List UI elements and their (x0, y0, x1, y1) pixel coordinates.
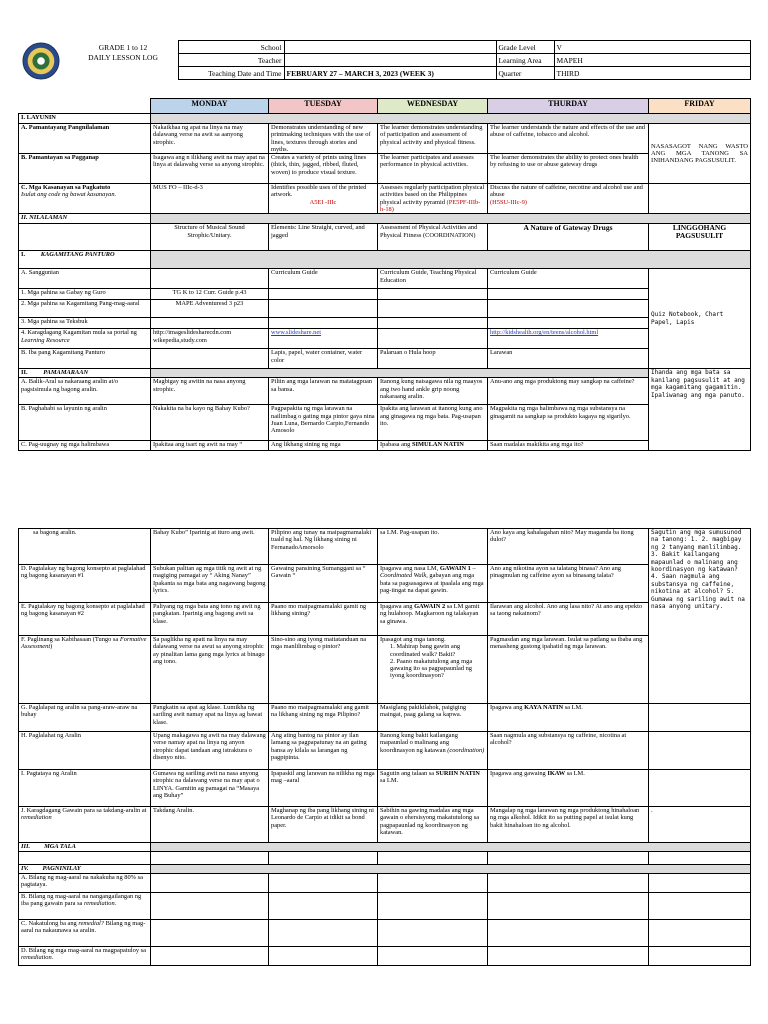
ph-friday (649, 732, 751, 770)
q1-label: A. Bilang ng mag-aaral na nakakuha ng 80% sa pagtataya. (19, 874, 151, 893)
q1-monday[interactable] (151, 874, 269, 893)
q3-monday[interactable] (151, 920, 269, 947)
sanggunian-label: A. Sanggunian (19, 269, 151, 289)
row-a-monday: Nakaikhaa ng apat na linya na may dalawang verse na awit sa aanyong strophic. (151, 124, 269, 154)
nilalaman-blank (19, 224, 151, 251)
nilalaman-friday: LINGGOHANG PAGSUSULIT (649, 224, 751, 251)
b2-monday (151, 349, 269, 369)
pd-thursday: Ano ang nikotina ayon sa talatang binasa? Ano ang pinagmulan ng caffeine ayon sa binasang talata? (488, 565, 649, 603)
tala-blank (19, 852, 151, 865)
pg-thu-1: Ipagawa ang (490, 704, 525, 711)
nilalaman-tuesday: Elements: Line Straight, curved, and jagged (269, 224, 378, 251)
materials-friday: Quiz Notebook, Chart Papel, Lapis (649, 269, 751, 369)
pf-monday: Sa paglikha ng apatt na linya na may dalawang verse na awut sa anyong strophic ay pinalitan lama gang mga lyrics at binago ang tono. (151, 636, 269, 704)
section-tala: MGA TALA (44, 843, 76, 850)
b2-thursday: Larawan (488, 349, 649, 369)
pd-tuesday: Gawaing pansining Sumanggani sa “ Gawain “ (269, 565, 378, 603)
ph-tuesday: Ang ating bantog na pintor ay ilan lamang sa pagpapatunay na an gating bansa ay kilala sa larangan ng pagpipinta. (269, 732, 378, 770)
pa-monday: Magbigay ng awitin na nasa anyong strophic. (151, 378, 269, 405)
pf-label-italic: Formative Assessment (21, 636, 147, 651)
b2-tuesday: Lapis, papel, water container, water color (269, 349, 378, 369)
q2-thursday[interactable] (488, 893, 649, 920)
row-c-wednesday: Assesses regularly participation physical activities based on the Philippines physical activity pyramid (380, 184, 485, 206)
pc-tuesday: Ang likhang sining ng mga (269, 441, 378, 451)
row-c-wednesday-code: (PE5PF-IIIb-h-18) (380, 198, 481, 214)
r3-label: 3. Mga pahina sa Teksbuk (19, 318, 151, 329)
pi-wed-bold: SURIIN NATIN (435, 770, 480, 777)
row-b-monday: Isagawa ang n ilikhang awit na may apat na linya at dalawahg verse sa anyong strophic. (151, 154, 269, 184)
pi-tuesday: Ipapaskil ang larawan na nilikha ng mga mag –aaral (269, 770, 378, 807)
nilalaman-thursday: A Nature of Gateway Drugs (488, 224, 649, 251)
q4-friday[interactable] (649, 947, 751, 966)
r4-monday: http://imageslidesharecdn.com wikepedia,study.com (151, 329, 269, 349)
section-shade (151, 114, 751, 124)
pc-wednesday-bold: SIMULAN NATIN (411, 441, 464, 449)
q2-wednesday[interactable] (378, 893, 488, 920)
pf-label-cell: F. Paglinang sa Kabihasaan (Tungo sa Formative Assessment) (19, 636, 151, 704)
q4-label-cell (19, 947, 151, 966)
section-pagnilay: PAGNINILAY (42, 865, 81, 872)
sanggunian-monday (151, 269, 269, 289)
r1-thursday (488, 289, 649, 300)
q1-wednesday[interactable] (378, 874, 488, 893)
section-shade (151, 214, 751, 224)
row-c-tuesday-code: A5EI -IIIc (309, 198, 337, 206)
pc-label: C. Pag-uugnay ng mga halimbawa (19, 441, 151, 451)
pj-monday: Takdang Aralin. (151, 807, 269, 843)
r4-label: 4. Karagdagang Kagamitan mula sa portal ng (21, 329, 137, 337)
pf-thursday: Pagmasdan ang mga larawan. Isulat sa patlang sa ibaba ang menasheng gustong ipahatid ng mga larawan. (488, 636, 649, 704)
learning-area-value[interactable]: MAPEH (554, 54, 750, 67)
teacher-label: Teacher (178, 54, 284, 67)
tala-wednesday[interactable] (378, 852, 488, 865)
q4-tuesday[interactable] (269, 947, 378, 966)
row-c-thursday-code: (H5SU-IIIc-9) (490, 198, 527, 206)
p2c-thursday: Ano kaya ang kahalagahan nito? May maganda ba itong dulot? (488, 529, 649, 565)
r3-monday (151, 318, 269, 329)
r1-tuesday (269, 289, 378, 300)
b2-label: B. Iba pang Kagamitang Panturo (19, 349, 151, 369)
pd-wed-2: gabayan ang mga bata sa pagsasagawa at ipaalala ang mga pag-iingat na dapat gawin. (380, 572, 484, 594)
quiz-questions-friday: Sagutin ang mga sumusunod na tanong: 1. 2. magbigay ng 2 tanyang manlilimbag. 3. Bakit kailangang mapaunlad o malinang ang koordinasyon ng katawan? 4. Saan nagmula ang substansya ng caffeine, nikotina at alcohol? 5. Gumawa ng sariling awit na nasa anyong unitary. (649, 529, 751, 704)
pg-thursday-cell (488, 704, 649, 732)
tala-num: III. (21, 843, 31, 850)
r1-wednesday (378, 289, 488, 300)
row-c-wednesday-cell (378, 184, 488, 214)
pb-wednesday: Ipakita ang larawan at itanong kung ano ang ginagawa ng mga bata. Pag-usapan ito. (378, 405, 488, 441)
q2-italic: remediation. (84, 900, 117, 908)
r2-thursday (488, 300, 649, 318)
pd-wed-1: Ipagawa ang nasa LM, (380, 565, 440, 572)
pg-label: G. Paglalapat ng aralin sa pang-araw-araw na buhay (19, 704, 151, 732)
p2c-monday: Bahay Kubo” Iparinig at ituro ang awit. (151, 529, 269, 565)
school-value[interactable] (284, 41, 496, 54)
pi-thu-bold: IKAW (547, 770, 566, 777)
quarter-label: Quarter (496, 67, 554, 80)
sanggunian-wednesday: Curriculum Guide, Teaching Physical Education (378, 269, 488, 289)
pg-thu-2: sa LM. (563, 704, 583, 711)
slideshare-link[interactable]: www.slideshare.net (271, 329, 321, 337)
q1-tuesday[interactable] (269, 874, 378, 893)
pg-monday: Pangkatin sa apat ag klase. Lumikha ng sariling awit namay apat na linya ag bawat klase. (151, 704, 269, 732)
r2-tuesday (269, 300, 378, 318)
r2-monday: MAPE Adventuresd 3 p23 (151, 300, 269, 318)
row-c-thursday: Discuss the nature of caffeine, necotine and alcohol use and abuse (490, 184, 643, 199)
pi-thu-1: Ipagawa ang gawaing (490, 770, 548, 777)
day-monday: MONDAY (151, 99, 269, 114)
pi-wed-2: sa LM. (380, 777, 399, 785)
pi-label: I. Pagtataya ng Aralin (19, 770, 151, 807)
pb-label: B. Paghahabi sa layunin ng aralin (19, 405, 151, 441)
nilalaman-monday: Structure of Musical Sound Strophic/Unitary. (151, 224, 269, 251)
pf-wed-intro: Ipasagot ang mga tanong. (380, 636, 446, 643)
q3-tuesday[interactable] (269, 920, 378, 947)
q3-friday[interactable] (649, 920, 751, 947)
pf-label: F. Paglinang sa Kabihasaan (Tungo sa (21, 636, 120, 643)
r1-label: 1. Mga pahina sa Gabay ng Guro (19, 289, 151, 300)
row-c-tuesday-cell (269, 184, 378, 214)
pa-wednesday: Itanong kung naisagawa nila ng maayos ang two hand ankle grip noong nakaraang aralin. (378, 378, 488, 405)
section-pamamaraan: PAMAMARAAN (43, 369, 89, 377)
q4-italic: remediation. (21, 954, 54, 962)
r2-label: 2. Mga pahina sa Kagamitang Pang-mag-aaral (19, 300, 151, 318)
row-c-label: C. Mga Kasanayan sa Pagkatuto (21, 184, 111, 192)
pb-tuesday: Pagpapakita ng mga larawan na nailimbag o gating mga pintor gaya nina Juan Luna, Bernardo Carpio,Fernando Amosolo (269, 405, 378, 441)
pi-thursday-cell (488, 770, 649, 807)
pj-label: J. Karagdagang Gawain para sa takdang-aralin at (21, 807, 147, 814)
row-a-wednesday: The learner demonstrates understanding of participation and assessment of physical activity and physical fitness. (378, 124, 488, 154)
p2c-wednesday: sa LM. Pag-usapan ito. (378, 529, 488, 565)
row-c-thursday-cell (488, 184, 649, 214)
pi-monday: Gumawa ng sariling awit na nasa anyong strophic na dalawang verse na may apat o LINYA. Gamitin ag pamagat na “Masaya ang Buhay” (151, 770, 269, 807)
row-b-thursday: The learner demonstrates the ability to protect ones health by refusing to use or abuse gateway drugs (488, 154, 649, 184)
tala-friday[interactable] (649, 852, 751, 865)
row-c-friday (649, 184, 751, 214)
q3-italic: remedial? (78, 920, 105, 927)
lesson-table-page2 (18, 528, 751, 966)
pamamaraan-num: II. (21, 369, 28, 377)
q3-wednesday[interactable] (378, 920, 488, 947)
pd-wed-italic: – Coordinated Walk, (380, 565, 476, 580)
pf-tuesday: Sino-sino ang iyong maitatanduan na mga manlilimbag o pintor? (269, 636, 378, 704)
ph-wed-italic: (coordination) (447, 746, 485, 754)
q3-thursday[interactable] (488, 920, 649, 947)
r3-thursday (488, 318, 649, 329)
pc-wednesday-cell (378, 441, 488, 451)
q2-friday[interactable] (649, 893, 751, 920)
pg-tuesday: Paano mo maipagmamalaki ang gamit na likhang sining ng mga Pilipino? (269, 704, 378, 732)
pe-wed-2: sa LM gamit ng hulahoop. Magkaroon ng talakayan sa ginawa. (380, 603, 480, 625)
date-label: Teaching Date and Time (178, 67, 284, 80)
q4-wednesday[interactable] (378, 947, 488, 966)
pd-wed-bold: GAWAIN 1 (439, 565, 471, 572)
q2-tuesday[interactable] (269, 893, 378, 920)
q3-label-2: Bilang ng mag-aaral na nakaunawa sa aralin. (21, 920, 146, 935)
row-b-tuesday: Creates a variety of prints using lines (thick, thin, jagged, ribbed, fluted, woven) to produce visual texture. (269, 154, 378, 184)
q4-thursday[interactable] (488, 947, 649, 966)
pf-wed-q1: Mahirap bang gawin ang coordinated walk? Bakit? (390, 643, 461, 658)
pagnilay-label-cell (19, 865, 151, 874)
r2-wednesday (378, 300, 488, 318)
teacher-value[interactable] (284, 54, 496, 67)
pb-monday: Nakakita na ba kayo ng Bahay Kubo? (151, 405, 269, 441)
row-c-monday: MUS FO – IIIc-d-3 (151, 184, 269, 214)
pamamaraan-label-cell (19, 369, 151, 378)
q2-label: B. Bilang ng mag-aaral na nangangailangan ng iba pang gawain para sa (21, 893, 142, 908)
row-c-tuesday: Identifies possible uses of the printed artwork. (271, 184, 367, 199)
section-kagamitan: KAGAMITANG PANTURO (40, 251, 115, 259)
pe-wed-bold: GAWAIN 2 (414, 603, 446, 610)
sanggunian-tuesday: Curriculum Guide (269, 269, 378, 289)
r4-label-cell (19, 329, 151, 349)
section-shade (151, 865, 751, 874)
pg-wednesday: Masiglang pakikilahok, paigiging maingat, paag galang sa kapwa. (378, 704, 488, 732)
pf-wed-q2-row: 2. Paano makatutulong ang mga gawaing ito sa pagpapaunlad ng iyong koordinasyon? (390, 657, 473, 680)
pb-thursday: Magpakita ng mga halimbawa ng mga substansya na ginagamit na sangkap sa produkto kagaya ng sigarilyo. (488, 405, 649, 441)
q4-label: D. Bilang ng mga mag-aaral na magpapatuloy sa (21, 947, 146, 954)
row-c-label-cell (19, 184, 151, 214)
row-a-friday: NASASAGOT NANG WASTO ANG MGA TANONG SA INIHANDANG PAGSUSULIT. (649, 124, 751, 184)
pc-wednesday: Ipabasa ang (380, 441, 412, 449)
kagamitan-num: I. (21, 251, 26, 259)
q1-thursday[interactable] (488, 874, 649, 893)
pi-thu-2: sa LM. (565, 770, 585, 777)
row-a-thursday: The learner understands the nature and effects of the use and abuse of caffeine, tobacco and alcohol. (488, 124, 649, 154)
section-shade (151, 843, 751, 852)
grade-level-label: Grade Level (496, 41, 554, 54)
pi-wednesday-cell (378, 770, 488, 807)
day-thursday: THURDAY (488, 99, 649, 114)
pj-tuesday: Maghanap ng iba pang likhang sining ni Leonardo de Carpio at idikit sa bond paper. (269, 807, 378, 843)
q3-label: C. Nakatulong ba ang (21, 920, 79, 927)
pagnilay-num: IV. (21, 865, 29, 872)
row-a-tuesday: Demonstrates understanding of new printmaking techniques with the use of lines, textures through stories and myths. (269, 124, 378, 154)
ph-wednesday-cell (378, 732, 488, 770)
tala-thursday[interactable] (488, 852, 649, 865)
pa-thursday: Anu-ano ang mga produktong may sangkap na caffeine? (488, 378, 649, 405)
row-b-wednesday: The learner participates and assesses performance in physical activities. (378, 154, 488, 184)
pc-monday: Ipakitaa ang tsart ng awit na may “ (151, 441, 269, 451)
pg-friday (649, 704, 751, 732)
p2c-tuesday: Pilipino ang tunay na maipagmamalaki tuald ng hal. Ng likhang sining ni FernanadoAmorsolo (269, 529, 378, 565)
pi-friday (649, 770, 751, 807)
section-nilalaman: II. NILALAMAN (19, 214, 151, 224)
q2-label-cell (19, 893, 151, 920)
tala-tuesday[interactable] (269, 852, 378, 865)
pf-wed-q2: Paano makatutulong ang mga gawaing ito sa pagpapaunlad ng iyong koordinasyon? (390, 657, 473, 680)
pa-tuesday: Piliin ang mga larawan na matatagpuan sa bansa. (269, 378, 378, 405)
ph-wed: Itanong kung bakit kailangang mapaunlad o malinang ang koordinasyon ng katawan (380, 732, 458, 754)
school-label: School (178, 41, 284, 54)
sanggunian-thursday: Curriculum Guide (488, 269, 649, 289)
q3-label-cell (19, 920, 151, 947)
proc-friday: Ihanda ang mga bata sa kanilang pagsusulit at ang mga kagamitang gagamitin. Ipaliwanag ang mga panuto. (649, 369, 751, 451)
pd-label: D. Pagtalakay ng bagong konsepto at paglalahad ng bagong kasanayan #1 (19, 565, 151, 603)
pa-label: A. Balik-Aral sa nakaraang aralin at/o pagsisimula ng bagong aralin. (19, 378, 151, 405)
tala-monday[interactable] (151, 852, 269, 865)
grade-title: GRADE 1 to 12 (98, 43, 148, 52)
b2-wednesday: Palaruan o Hula hoop (378, 349, 488, 369)
pe-thursday: Ilarawan ang alcohol. Ano ang lasa nito? At ano ang epekto sa taong nakainom? (488, 603, 649, 636)
ph-label: H. Paglalahat ng Aralin (19, 732, 151, 770)
pc-thursday: Saan madalas makikita ang mga ito? (488, 441, 649, 451)
row-c-note: Isulat ang code ng bawat kasanayan. (21, 191, 117, 199)
pj-label-italic: remediation (21, 814, 52, 822)
tala-label-cell (19, 843, 151, 852)
ph-monday: Upang makagawa ng awit na may dalawang verse namay apat na linya ng anyon strophic dapat tandaan ang istraktura o disenyo nito. (151, 732, 269, 770)
r4-wednesday (378, 329, 488, 349)
day-wednesday: WEDNESDAY (378, 99, 488, 114)
pd-monday: Subukan palitan ag mga titik ng awit at ng magiging pamagat ay “ Aking Nanay” Ipakanta sa mga bata ang nagawang bagong lyrics. (151, 565, 269, 603)
pe-wed-1: Ipagawa ang (380, 603, 415, 610)
row-a-label: A. Pamantayang Pangnilalaman (19, 124, 151, 154)
r3-wednesday (378, 318, 488, 329)
q1-friday[interactable] (649, 874, 751, 893)
pj-thursday: Mangalap ng mga larawan ng mga produktong hinahaloan ng mga alkohol. Idikit ito sa putting papel at isulat kung bakit hinahaloan ito ng alcohol. (488, 807, 649, 843)
pj-label-cell (19, 807, 151, 843)
quarter-value[interactable]: THIRD (554, 67, 750, 80)
p2c-label: sa bagong aralin. (19, 529, 151, 565)
section-layunin: I. LAYUNIN (19, 114, 151, 124)
pe-wednesday-cell (378, 603, 488, 636)
pj-wednesday: Sabihin na gawing madalas ang mga gawain o ehersisyong makatutulong sa pagpapaunlad ng koordinasyon ng katawan. (378, 807, 488, 843)
dll-title: DAILY LESSON LOG (88, 53, 158, 62)
pe-tuesday: Paano mo maipagmamalaki gamit ng likhang sining? (269, 603, 378, 636)
pd-wednesday-cell (378, 565, 488, 603)
pj-friday: . (649, 807, 751, 843)
pi-wed-1: Sagutin ang talaan sa (380, 770, 436, 777)
q4-monday[interactable] (151, 947, 269, 966)
kidshealth-link[interactable]: http://kidshealth.org/en/teens/alcohol.html (490, 329, 599, 337)
ph-thursday: Saan nagmula ang substansya ng caffeine, nicotina at alcohol? (488, 732, 649, 770)
pg-thu-bold: KAYA NATIN (524, 704, 564, 711)
r1-monday: TG K to 12 Curr. Guide p.43 (151, 289, 269, 300)
header-table (18, 40, 751, 80)
r3-tuesday (269, 318, 378, 329)
pe-label: E. Pagtalakay ng bagong konsepto at paglalahad ng bagong kasanayan #2 (19, 603, 151, 636)
day-tuesday: TUESDAY (269, 99, 378, 114)
kagamitan-label-cell (19, 251, 151, 269)
grade-level-value[interactable]: V (554, 41, 750, 54)
pe-monday: Paliyang ng mga bata ang tono ng awit ng pangkatan. Iparinig ang bagong awit sa klase. (151, 603, 269, 636)
r4-label-italic: Learning Resource (21, 336, 70, 344)
pf-wednesday-cell (378, 636, 488, 704)
row-b-label: B. Pamantayan sa Pagganap (19, 154, 151, 184)
pf-wed-q1-row: 1. Mahirap bang gawin ang coordinated walk? Bakit? (390, 643, 461, 658)
q2-monday[interactable] (151, 893, 269, 920)
day-friday: FRIDAY (649, 99, 751, 114)
lesson-table-page1 (18, 98, 751, 451)
learning-area-label: Learning Area (496, 54, 554, 67)
section-shade (151, 251, 751, 269)
nilalaman-wednesday: Assessment of Physical Activities and Physical Fitness (COORDINATION) (378, 224, 488, 251)
section-shade (151, 369, 649, 378)
date-value[interactable]: FEBRUARY 27 – MARCH 3, 2023 (WEEK 3) (284, 67, 496, 80)
